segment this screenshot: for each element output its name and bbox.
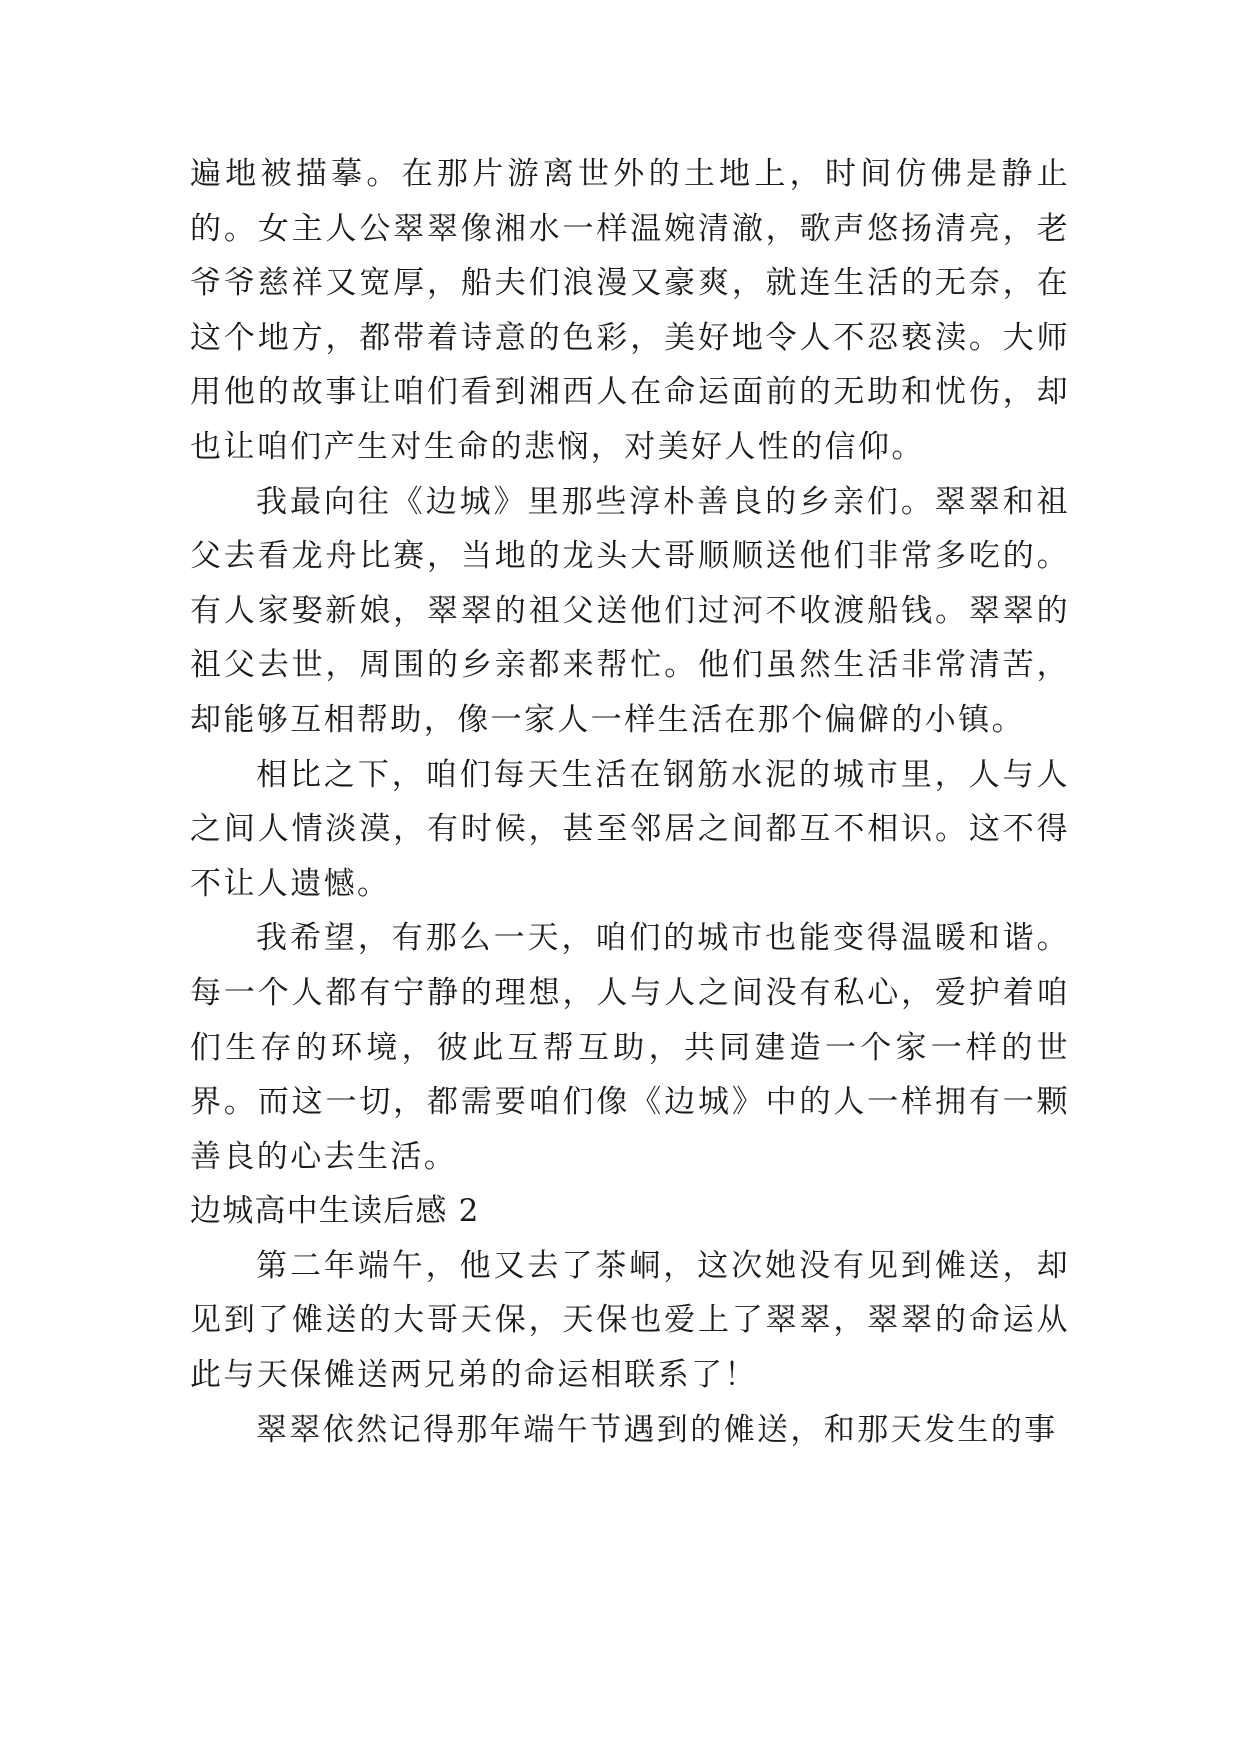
section-heading: 边城高中生读后感 2 bbox=[190, 1193, 480, 1230]
paragraph-6: 翠翠依然记得那年端午节遇到的傩送，和那天发生的事 bbox=[256, 1411, 1058, 1448]
paragraph-2: 我最向往《边城》里那些淳朴善良的乡亲们。翠翠和祖父去看龙舟比赛，当地的龙头大哥顺顺送他们非常多吃的。有人家娶新娘，翠翠的祖父送他们过河不收渡船钱。翠翠的祖父去世，周围的乡亲都来帮忙。他们虽然生活非常清苦，却能够互相帮助，像一家人一样生活在那个偏僻的小镇。 bbox=[190, 483, 1070, 738]
paragraph-3: 相比之下，咱们每天生活在钢筋水泥的城市里，人与人之间人情淡漠，有时候，甚至邻居之间都互不相识。这不得不让人遗憾。 bbox=[190, 756, 1070, 902]
paragraph-1: 遍地被描摹。在那片游离世外的土地上，时间仿佛是静止的。女主人公翠翠像湘水一样温婉清澈，歌声悠扬清亮，老爷爷慈祥又宽厚，船夫们浪漫又豪爽，就连生活的无奈，在这个地方，都带着诗意的色彩，美好地令人不忍亵渎。大师用他的故事让咱们看到湘西人在命运面前的无助和忧伤，却也让咱们产生对生命的悲悯，对美好人性的信仰。 bbox=[190, 156, 1070, 465]
paragraph-5: 第二年端午，他又去了茶峒，这次她没有见到傩送，却见到了傩送的大哥天保，天保也爱上了翠翠，翠翠的命运从此与天保傩送两兄弟的命运相联系了！ bbox=[190, 1247, 1070, 1394]
paragraph-4: 我希望，有那么一天，咱们的城市也能变得温暖和谐。每一个人都有宁静的理想，人与人之间没有私心，爱护着咱们生存的环境，彼此互帮互助，共同建造一个家一样的世界。而这一切，都需要咱们像《边城》中的人一样拥有一颗善良的心去生活。 bbox=[190, 920, 1070, 1175]
document-body bbox=[190, 147, 1070, 1457]
